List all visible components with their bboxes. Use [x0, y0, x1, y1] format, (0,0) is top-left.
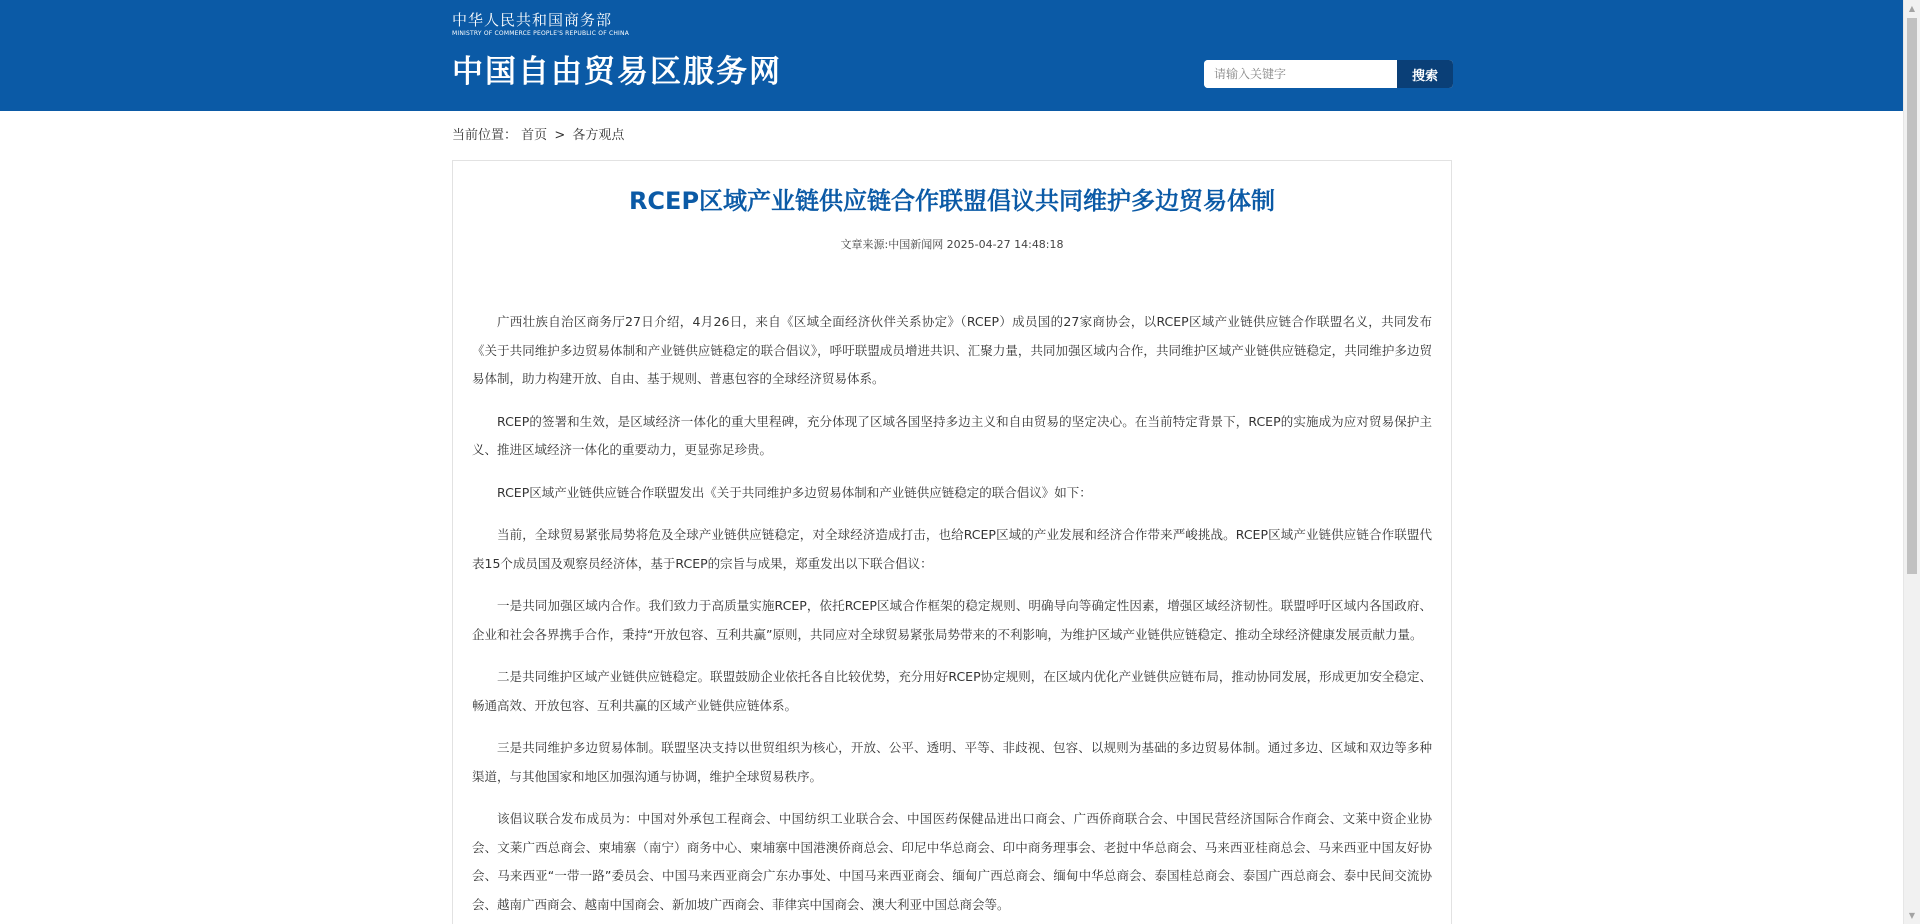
search-input[interactable] — [1204, 60, 1397, 88]
breadcrumb-current-link[interactable]: 各方观点 — [572, 128, 625, 143]
article-meta: 文章来源:中国新闻网 2025-04-27 14:48:18 — [840, 238, 1064, 251]
scroll-up-arrow-icon[interactable]: ▲ — [1908, 4, 1916, 13]
article-paragraph: 二是共同维护区域产业链供应链稳定。联盟鼓励企业依托各自比较优势，充分用好RCEP协定规则，在区域内优化产业链供应链布局，推动协同发展，形成更加安全稳定、畅通高效、开放包容、互利共赢的区域产业链供应链体系。 — [472, 669, 1432, 713]
search-box — [1204, 60, 1453, 88]
ministry-name-en: MINISTRY OF COMMERCE PEOPLE'S REPUBLIC OF CHINA — [452, 30, 630, 37]
article-paragraph: 一是共同加强区域内合作。我们致力于高质量实施RCEP，依托RCEP区域合作框架的稳定规则、明确导向等确定性因素，增强区域经济韧性。联盟呼吁区域内各国政府、企业和社会各界携手合作，秉持“开放包容、互利共赢”原则，共同应对全球贸易紧张局势带来的不利影响，为维护区域产业链供应链稳定、推动全球经济健康发展贡献力量。 — [472, 598, 1432, 642]
page-scrollbar[interactable] — [1903, 0, 1920, 924]
scrollbar-thumb[interactable] — [1907, 18, 1917, 574]
breadcrumb-label: 当前位置： — [452, 128, 518, 143]
article-paragraph: 广西壮族自治区商务厅27日介绍，4月26日，来自《区域全面经济伙伴关系协定》（RCEP）成员国的27家商协会，以RCEP区域产业链供应链合作联盟名义，共同发布《关于共同维护多边贸易体制和产业链供应链稳定的联合倡议》，呼吁联盟成员增进共识、汇聚力量，共同加强区域内合作，共同维护区域产业链供应链稳定，共同维护多边贸易体制，助力构建开放、自由、基于规则、普惠包容的全球经济贸易体系。 — [472, 314, 1432, 386]
search-button[interactable]: 搜索 — [1397, 60, 1453, 88]
ministry-logo[interactable] — [452, 12, 629, 38]
breadcrumb-separator: > — [554, 128, 566, 143]
breadcrumb — [452, 128, 624, 144]
header-inner — [452, 0, 1452, 111]
breadcrumb-home-link[interactable]: 首页 — [521, 128, 548, 143]
article-title: RCEP区域产业链供应链合作联盟倡议共同维护多边贸易体制 — [628, 187, 1276, 215]
article-paragraph: 该倡议联合发布成员为：中国对外承包工程商会、中国纺织工业联合会、中国医药保健品进出口商会、广西侨商联合会、中国民营经济国际合作商会、文莱中资企业协会、文莱广西总商会、柬埔寨（南宁）商务中心、柬埔寨中国港澳侨商总会、印尼中华总商会、印中商务理事会、老挝中华总商会、马来西亚桂商总会、马来西亚中国友好协会、马来西亚“一带一路”委员会、中国马来西亚商会广东办事处、中国马来西亚商会、缅甸广西总商会、缅甸中华总商会、泰国桂总商会、泰国广西总商会、泰中民间交流协会、越南广西商会、越南中国商会、新加坡广西商会、菲律宾中国商会、澳大利亚中国总商会等。 — [472, 811, 1432, 912]
ministry-name-cn: 中华人民共和国商务部 — [452, 11, 613, 29]
article-container — [452, 160, 1452, 924]
site-title[interactable]: 中国自由贸易区服务网 — [452, 54, 782, 90]
article-paragraph: 当前，全球贸易紧张局势将危及全球产业链供应链稳定，对全球经济造成打击，也给RCEP区域的产业发展和经济合作带来严峻挑战。RCEP区域产业链供应链合作联盟代表15个成员国及观察员经济体，基于RCEP的宗旨与成果，郑重发出以下联合倡议： — [472, 527, 1432, 571]
article-paragraph: RCEP的签署和生效，是区域经济一体化的重大里程碑，充分体现了区域各国坚持多边主义和自由贸易的坚定决心。在当前特定背景下，RCEP的实施成为应对贸易保护主义、推进区域经济一体化的重要动力，更显弥足珍贵。 — [472, 413, 1432, 457]
scroll-down-arrow-icon[interactable]: ▼ — [1908, 911, 1916, 920]
article-body — [472, 308, 1432, 924]
site-header — [0, 0, 1903, 111]
article-paragraph: 三是共同维护多边贸易体制。联盟坚决支持以世贸组织为核心，开放、公平、透明、平等、非歧视、包容、以规则为基础的多边贸易体制。通过多边、区域和双边等多种渠道，与其他国家和地区加强沟通与协调，维护全球贸易秩序。 — [472, 740, 1432, 784]
article-paragraph: RCEP区域产业链供应链合作联盟发出《关于共同维护多边贸易体制和产业链供应链稳定的联合倡议》如下： — [497, 484, 1092, 500]
